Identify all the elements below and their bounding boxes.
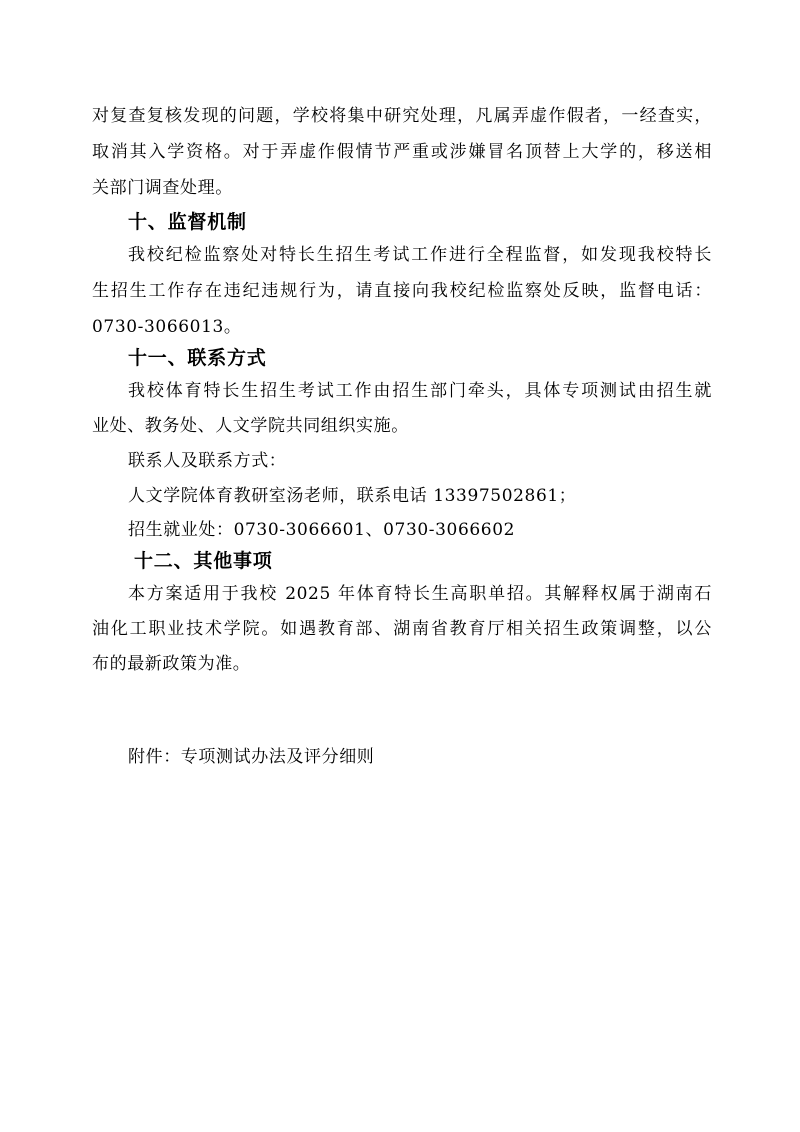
section-11-line-2: 业处、教务处、人文学院共同组织实施。	[92, 416, 409, 436]
intro-line-3: 关部门调查处理。	[92, 178, 233, 198]
section-10-line-1: 我校纪检监察处对特长生招生考试工作进行全程监督，如发现我校特长	[128, 245, 712, 265]
section-12-heading: 十二、其他事项	[134, 550, 273, 572]
section-11-heading: 十一、联系方式	[128, 347, 267, 369]
section-11-line-1: 我校体育特长生招生考试工作由招生部门牵头，具体专项测试由招生就	[128, 381, 712, 401]
section-12-line-3: 布的最新政策为准。	[92, 654, 251, 674]
section-10-heading: 十、监督机制	[128, 211, 247, 233]
section-10-line-3: 0730-3066013。	[92, 317, 242, 337]
intro-line-1: 对复查复核发现的问题，学校将集中研究处理，凡属弄虚作假者，一经查实，	[92, 106, 712, 126]
section-12-line-2: 油化工职业技术学院。如遇教育部、湖南省教育厅相关招生政策调整，以公	[92, 619, 712, 639]
attachment-note: 附件：专项测试办法及评分细则	[128, 747, 375, 767]
contact-admissions: 招生就业处：0730-3066601、0730-3066602	[128, 520, 516, 540]
section-10-line-2: 生招生工作存在违纪违规行为，请直接向我校纪检监察处反映，监督电话：	[92, 281, 712, 301]
intro-line-2: 取消其入学资格。对于弄虚作假情节严重或涉嫌冒名顶替上大学的，移送相	[92, 142, 712, 162]
contact-teacher: 人文学院体育教研室汤老师，联系电话 13397502861；	[128, 486, 577, 506]
contact-label: 联系人及联系方式：	[128, 451, 287, 471]
section-12-line-1: 本方案适用于我校 2025 年体育特长生高职单招。其解释权属于湖南石	[128, 584, 712, 604]
